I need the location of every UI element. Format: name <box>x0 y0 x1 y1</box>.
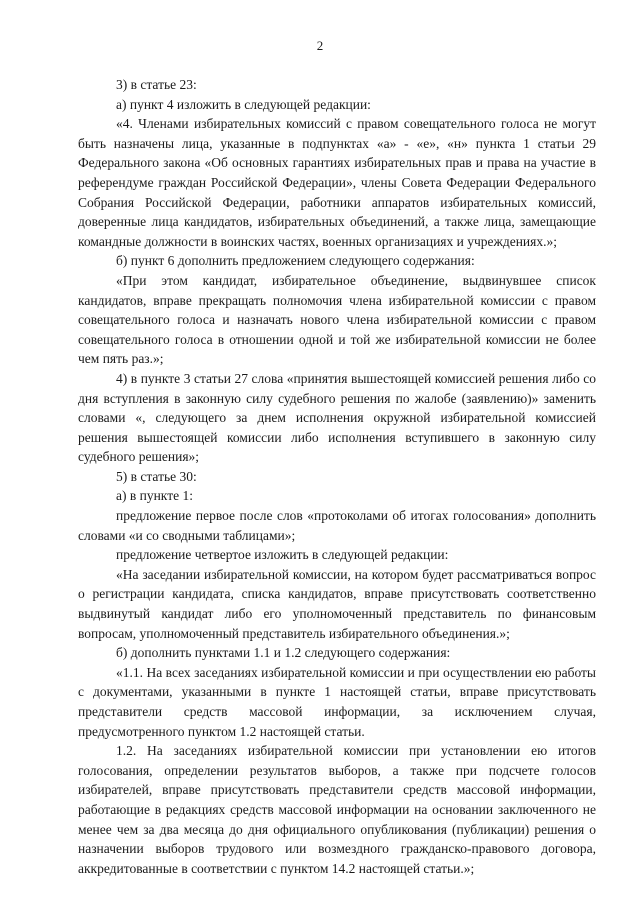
paragraph: 4) в пункте 3 статьи 27 слова «принятия вышестоящей комиссией решения либо со дня вступления в законную силу судебного решения по жалобе (заявлению)» заменить словами «, следующего за днем исполнения окружной избирательной комиссией решения вышестоящей комиссии либо исполнения вступившего в законную силу судебного решения»; <box>78 370 596 465</box>
paragraph: 3) в статье 23: <box>116 77 197 92</box>
paragraph: «1.1. На всех заседаниях избирательной комиссии и при осуществлении ею работы с документами, указанными в пункте 1 настоящей статьи, вправе присутствовать представители средств массовой информации, за исключением случая, предусмотренного пунктом 1.2 настоящей статьи. <box>78 664 596 739</box>
paragraph: «4. Членами избирательных комиссий с правом совещательного голоса не могут быть назначены лица, указанные в подпунктах «а» - «е», «н» пункта 1 статьи 29 Федерального закона «Об основных гарантиях избирательных прав и права на участие в референдуме граждан Российской Федерации», члены Совета Федерации Федерального Собрания Российской Федерации, работники аппаратов избирательных комиссий, доверенные лица кандидатов, избирательных объединений, а также лица, замещающие командные должности в воинских частях, военных организациях и учреждениях.»; <box>78 116 596 249</box>
page-number: 2 <box>316 38 324 53</box>
paragraph: «При этом кандидат, избирательное объединение, выдвинувшее список кандидатов, вправе прекращать полномочия члена избирательной комиссии с правом совещательного голоса и назначать нового члена избирательной комиссии с правом совещательного голоса в отношении одной и той же избирательной комиссии не более чем пять раз.»; <box>78 272 596 367</box>
document-body <box>78 75 596 878</box>
paragraph: а) в пункте 1: <box>116 488 193 504</box>
paragraph: 1.2. На заседаниях избирательной комиссии при установлении ею итогов голосования, определении результатов выборов, а также при подсчете голосов избирателей, вправе присутствовать представители средств массовой информации, работающие в редакциях средств массовой информации на основании заключенного не менее чем за два месяца до дня официального опубликования (публикации) решения о назначении выборов трудового или возмездного гражданско-правового договора, аккредитованные в соответствии с пунктом 14.2 настоящей статьи.»; <box>78 743 596 876</box>
paragraph: предложение первое после слов «протоколами об итогах голосования» дополнить словами «и со сводными таблицами»; <box>78 508 596 543</box>
paragraph: б) пункт 6 дополнить предложением следующего содержания: <box>116 253 475 269</box>
paragraph: а) пункт 4 изложить в следующей редакции: <box>116 96 371 112</box>
paragraph: предложение четвертое изложить в следующей редакции: <box>116 547 449 563</box>
paragraph: 5) в статье 30: <box>116 468 197 484</box>
paragraph: «На заседании избирательной комиссии, на котором будет рассматриваться вопрос о регистрации кандидата, списка кандидатов, вправе присутствовать соответственно выдвинутый кандидат либо его уполномоченный представитель по финансовым вопросам, уполномоченный представитель избирательного объединения.»; <box>78 566 596 641</box>
paragraph: б) дополнить пунктами 1.1 и 1.2 следующего содержания: <box>116 645 451 661</box>
